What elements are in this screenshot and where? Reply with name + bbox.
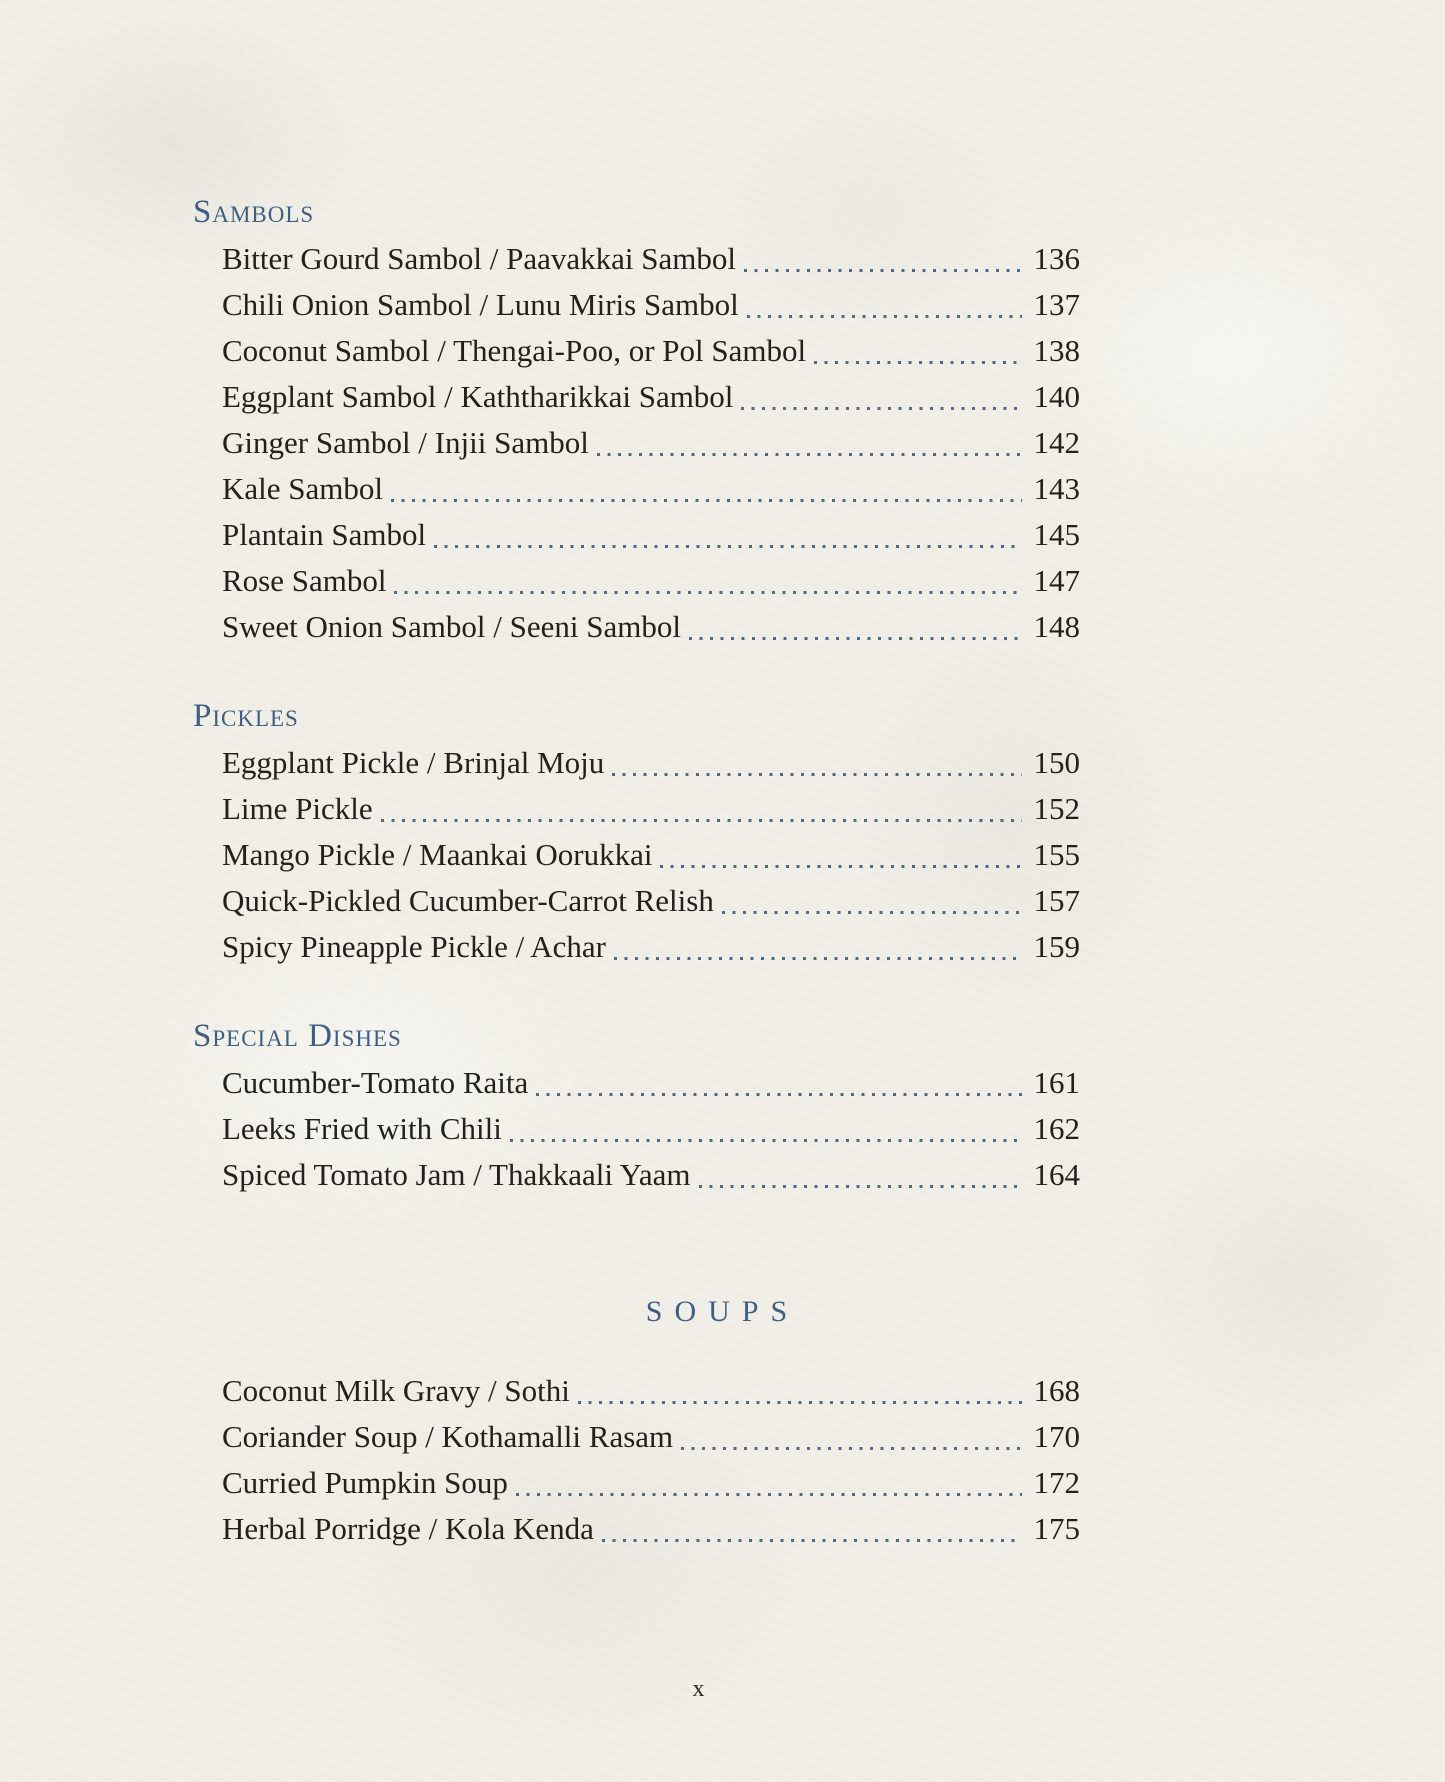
dot-leader [528,1060,1033,1106]
dot-leader [733,374,1033,420]
toc-entry [222,1152,1080,1198]
toc-entry-title: Spiced Tomato Jam / Thakkaali Yaam [222,1157,691,1192]
toc-entry [222,1414,1080,1460]
toc-entry-page-number: 164 [1033,1157,1080,1192]
toc-entry-page-number: 148 [1033,609,1080,644]
toc-entry [222,512,1080,558]
toc-entry-page-number: 143 [1033,471,1080,506]
dot-leader [681,604,1034,650]
toc-entry-page-number: 170 [1033,1419,1080,1454]
toc-entry-title: Mango Pickle / Maankai Oorukkai [222,837,653,872]
toc-entry-page-number: 140 [1033,379,1080,414]
toc-entry-title: Eggplant Sambol / Kaththarikkai Sambol [222,379,734,414]
toc-entry-page-number: 159 [1033,929,1080,964]
toc-entry [222,1460,1080,1506]
toc-entry-title: Coriander Soup / Kothamalli Rasam [222,1419,674,1454]
dot-leader [594,1506,1034,1552]
toc-entry-page-number: 136 [1033,241,1080,276]
toc-entry-title: Spicy Pineapple Pickle / Achar [222,929,606,964]
toc-entry-title: Cucumber-Tomato Raita [222,1065,529,1100]
page-folio: x [692,1676,705,1702]
toc-entry [222,604,1080,650]
dot-leader [570,1368,1034,1414]
toc-entry [222,1106,1080,1152]
toc-entry [222,878,1080,924]
dot-leader [502,1106,1034,1152]
dot-leader [714,878,1034,924]
dot-leader [508,1460,1034,1506]
toc-entry-title: Curried Pumpkin Soup [222,1465,508,1500]
dot-leader [652,832,1033,878]
toc-entry-page-number: 150 [1033,745,1080,780]
toc-entry [222,558,1080,604]
toc-entry-page-number: 157 [1033,883,1080,918]
table-of-contents [193,192,1080,1552]
toc-entry-page-number: 152 [1033,791,1080,826]
toc-entry-title: Chili Onion Sambol / Lunu Miris Sambol [222,287,739,322]
dot-leader [606,924,1034,970]
section-heading: Sambols [193,194,315,230]
toc-entry [222,1506,1080,1552]
toc-entry [222,832,1080,878]
toc-entry-page-number: 138 [1033,333,1080,368]
section-heading: Special Dishes [193,1018,402,1054]
dot-leader [691,1152,1034,1198]
toc-section [193,192,1080,650]
toc-entry-page-number: 175 [1033,1511,1080,1546]
dot-leader [426,512,1033,558]
toc-entry [222,466,1080,512]
dot-leader [736,236,1033,282]
toc-section-rows [222,1060,1080,1198]
toc-entry-title: Bitter Gourd Sambol / Paavakkai Sambol [222,241,737,276]
toc-entry [222,924,1080,970]
toc-entry-title: Leeks Fried with Chili [222,1111,502,1146]
toc-entry-title: Herbal Porridge / Kola Kenda [222,1511,594,1546]
dot-leader [373,786,1034,832]
toc-entry [222,374,1080,420]
toc-entry-title: Sweet Onion Sambol / Seeni Sambol [222,609,681,644]
toc-entry-page-number: 172 [1033,1465,1080,1500]
dot-leader [673,1414,1033,1460]
toc-section-rows [222,236,1080,650]
dot-leader [589,420,1034,466]
toc-section-rows [222,1368,1080,1552]
toc-entry-title: Coconut Sambol / Thengai-Poo, or Pol Sambol [222,333,807,368]
toc-entry-page-number: 147 [1033,563,1080,598]
toc-entry-title: Coconut Milk Gravy / Sothi [222,1373,570,1408]
toc-entry-title: Ginger Sambol / Injii Sambol [222,425,589,460]
toc-entry [222,1060,1080,1106]
dot-leader [604,740,1033,786]
toc-entry-page-number: 161 [1033,1065,1080,1100]
toc-entry-page-number: 155 [1033,837,1080,872]
toc-entry [222,786,1080,832]
section-heading: Pickles [193,698,299,734]
toc-entry-title: Kale Sambol [222,471,383,506]
toc-entry [222,328,1080,374]
toc-entry [222,282,1080,328]
section-heading: SOUPS [645,1295,800,1328]
toc-entry [222,420,1080,466]
toc-entry [222,1368,1080,1414]
dot-leader [739,282,1034,328]
toc-entry-page-number: 142 [1033,425,1080,460]
toc-entry-page-number: 145 [1033,517,1080,552]
toc-entry-title: Rose Sambol [222,563,387,598]
toc-section [193,1016,1080,1198]
toc-entry-title: Quick-Pickled Cucumber-Carrot Relish [222,883,714,918]
toc-entry-page-number: 168 [1033,1373,1080,1408]
toc-section [193,696,1080,970]
toc-entry-page-number: 162 [1033,1111,1080,1146]
toc-entry-title: Eggplant Pickle / Brinjal Moju [222,745,605,780]
toc-section-rows [222,740,1080,970]
toc-entry-page-number: 137 [1033,287,1080,322]
toc-entry-title: Lime Pickle [222,791,373,826]
dot-leader [383,466,1034,512]
dot-leader [386,558,1033,604]
toc-entry-title: Plantain Sambol [222,517,427,552]
toc-section [222,1292,1080,1552]
toc-entry [222,236,1080,282]
dot-leader [806,328,1033,374]
toc-entry [222,740,1080,786]
